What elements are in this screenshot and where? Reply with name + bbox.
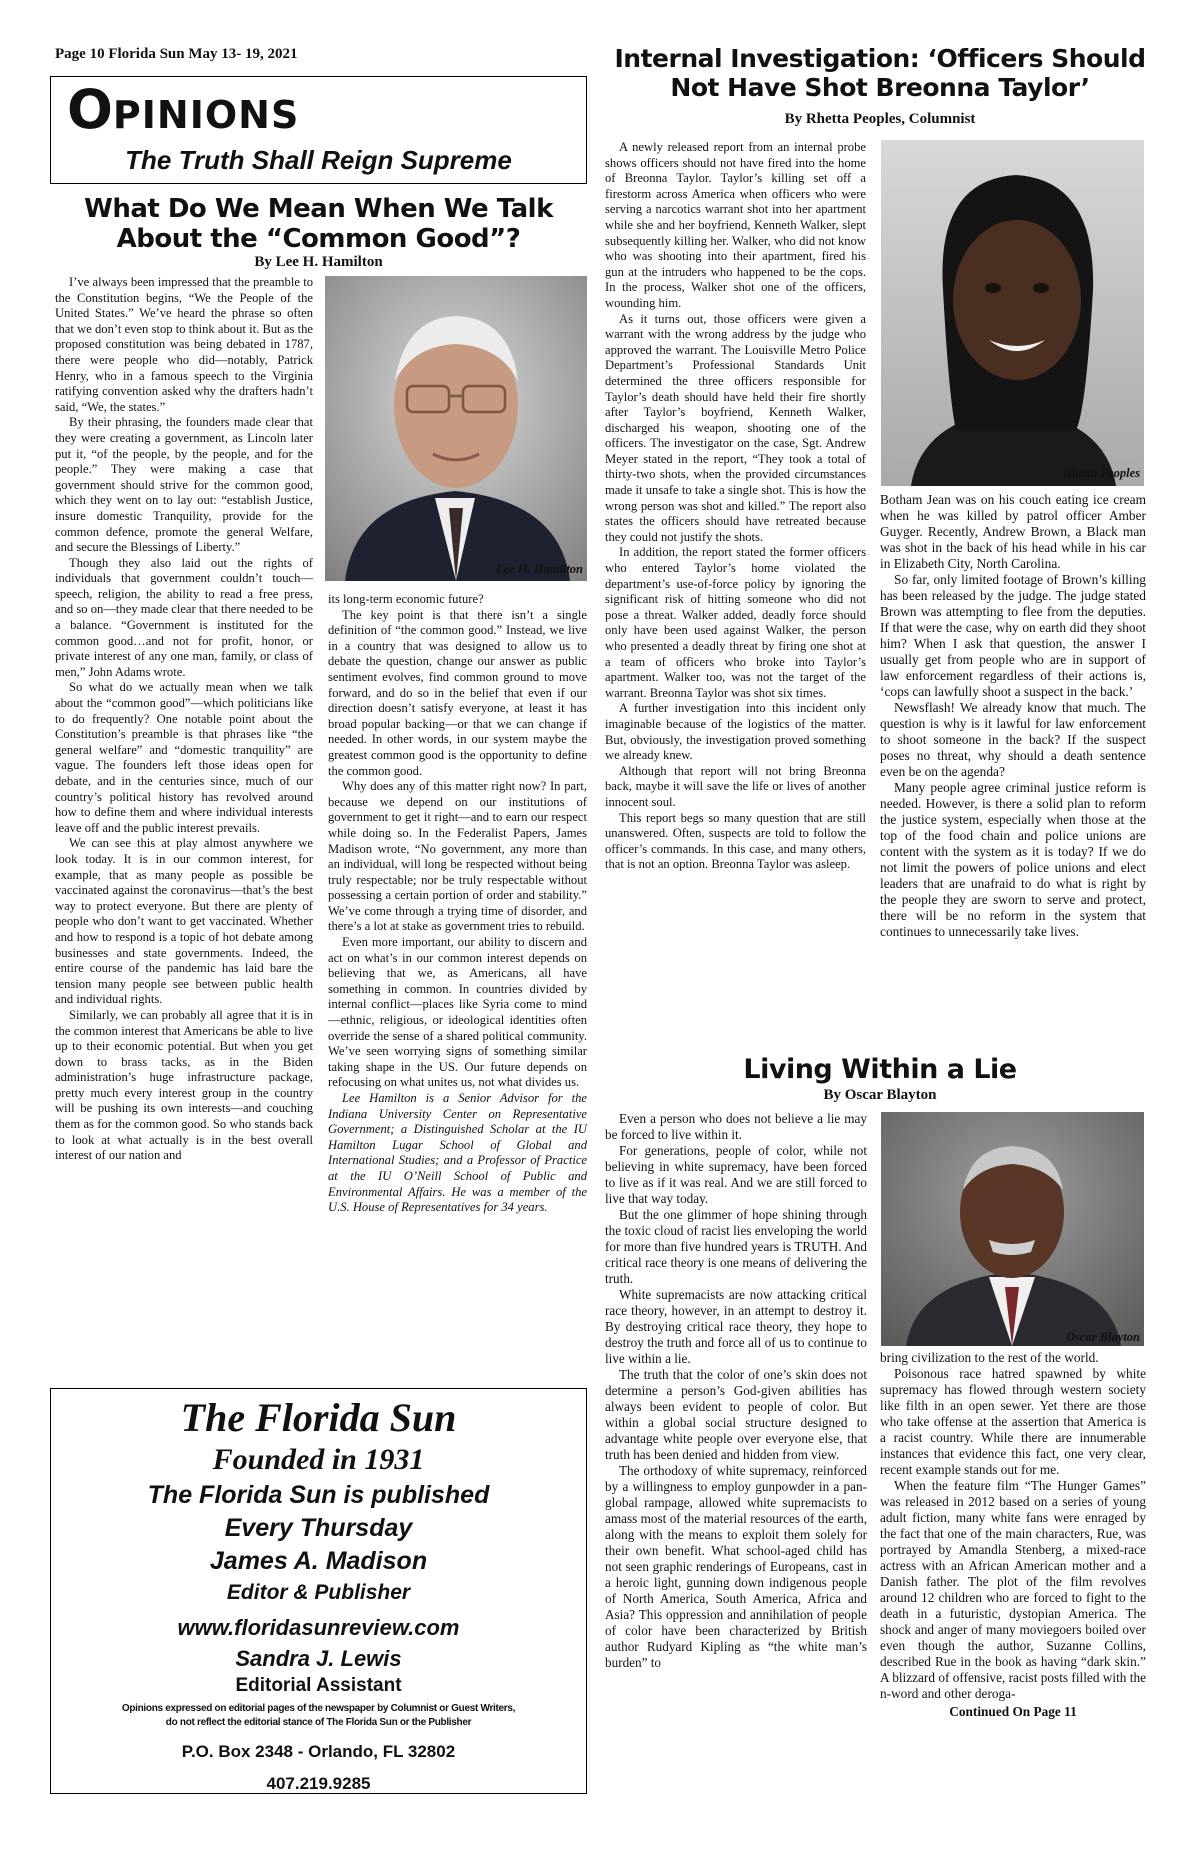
mailing-address: P.O. Box 2348 - Orlando, FL 32802 — [181, 1742, 456, 1761]
paragraph: The key point is that there isn’t a single definition of “the common good.” Instead, we live in a country that was designed to allow us to debate the question, change our answer as public sentiment evolves, find common ground to move forward, and do so in the belief that even if our direction doesn’t satisfy everyone, at least it has broad popular backing—or that we can change if needed. In other words, in our system maybe the greatest common good is the opportunity to define the common good. — [328, 607, 587, 778]
hamilton-byline: By Lee H. Hamilton — [254, 254, 383, 270]
paragraph: So far, only limited footage of Brown’s killing has been released by the judge. The judge stated Brown was attempting to flee from the deputies. If that were the case, why on earth did they shoot him? When I ask that question, the answer I usually get from people who are in support of law enforcement regardless of their actions is, ‘cops can lawfully shoot a suspect in the back.’ — [880, 572, 1146, 699]
hamilton-photo-caption: Lee H. Hamilton — [495, 562, 583, 576]
peoples-headline — [610, 44, 1150, 102]
paragraph: Botham Jean was on his couch eating ice cream when he was killed by patrol officer Amber Guyger. Recently, Andrew Brown, a Black man was shot in the back of his head while in his car in Elizabeth City, North Carolina. — [880, 492, 1146, 571]
peoples-column-1 — [605, 140, 866, 873]
peoples-headline-line2: Not Have Shot Breonna Taylor’ — [670, 73, 1090, 102]
paragraph: The truth that the color of one’s skin does not determine a person’s God-given abilities has always been evident to people of color. But within a global social structure designed to advantage white people over everyone else, that truth has been denied and hidden from view. — [605, 1367, 867, 1462]
paragraph: We can see this at play almost anywhere we look today. It is in our common interest, for example, that as many people as possible be vaccinated against the coronavirus—that’s the best way to protect everyone. But there are plenty of people who don’t want to get vaccinated. Whether and how to respond is a topic of hot debate among businesses and state governments. Indeed, the entire course of the pandemic has laid bare the tension many people see between public health and individual rights. — [55, 836, 313, 1007]
founded-line: Founded in 1931 — [212, 1443, 425, 1476]
paragraph: In addition, the report stated the former officers who entered Taylor’s home violated the department’s use-of-force policy by ignoring the significant risk of hitting someone who did not pose a threat. Walker added, deadly force should only have been used against Walker, the person who presented a deadly threat by firing one shot at a team of officers who broke into Taylor’s apartment. Walker too, was not the target of the warrant. Breonna Taylor was shot six times. — [605, 545, 866, 700]
paragraph: bring civilization to the rest of the world. — [880, 1350, 1099, 1365]
paragraph: Even a person who does not believe a lie may be forced to live within it. — [605, 1111, 867, 1142]
continued-notice: Continued On Page 11 — [949, 1704, 1077, 1719]
paragraph: I’ve always been impressed that the preamble to the Constitution begins, “We the People of the United States.” We’ve heard the phrase so often that we don’t even stop to think about it. But as the proposed constitution was being debated in 1787, there were people who did—notably, Patrick Henry, who in a famous speech to the Virginia ratifying convention asked why the drafters hadn’t said, “We, the states.” — [55, 275, 313, 414]
section-header-box — [50, 76, 587, 184]
hamilton-photo — [325, 276, 587, 581]
blayton-photo-caption: Oscar Blayton — [1066, 1330, 1140, 1344]
paragraph: The orthodoxy of white supremacy, reinforced by a willingness to employ gunpowder in a pan-global rampage, allowed white supremacists to amass most of the material resources of the earth, along with the means to exploit them solely for their own benefit. What school-aged child has not seen graphic renderings of Europeans, cast in a heroic light, gunning down indigenous people of North America, South America, Africa and Asia? This oppression and annihilation of people of color have been characterized by British author Rudyard Kipling as “the white man’s burden” to — [605, 1463, 867, 1670]
paragraph: As it turns out, those officers were given a warrant with the wrong address by the judge who approved the warrant. The Louisville Metro Police Department’s Professional Standards Unit determined the three officers responsible for Taylor’s death should have held their fire shortly after Taylor’s boyfriend, Kenneth Walker, discharged his weapon, shooting one of the officers. The investigator on the case, Sgt. Andrew Meyer stated in the report, “They took a total of thirty-two shots, when the provided circumstances made it unsafe to take a single shot. This is how the wrong person was shot and killed.” The report also states the officers should have retreated because they could not justify the shots. — [605, 311, 866, 544]
blayton-column-2 — [880, 1350, 1146, 1720]
paragraph: So what do we actually mean when we talk about the “common good”—which politicians like to do frequently? One notable point about the Constitution’s preamble is that phrases like “the general welfare” and “domestic tranquility” are vague. The founders left those ideas open for debate, and in the centuries since, much of our country’s political history has revolved around how to define them and where individual interests leave off and the public interest prevails. — [55, 680, 313, 835]
disclaimer-line-2: do not reflect the editorial stance of The Florida Sun or the Publisher — [165, 1717, 472, 1728]
section-tagline: The Truth Shall Reign Supreme — [125, 145, 512, 175]
paragraph: Though they also laid out the rights of individuals that government couldn’t touch—speech, religion, the ability to read a free press, and so on—they made clear that there needed to be a balance. “Government is instituted for the common good…and not for profit, honor, or private interest of any one man, family, or class of men,” John Adams wrote. — [55, 555, 313, 679]
editor-name: James A. Madison — [209, 1547, 428, 1575]
blayton-byline: By Oscar Blayton — [823, 1087, 937, 1103]
section-title-rest: PINIONS — [112, 93, 300, 137]
peoples-byline: By Rhetta Peoples, Columnist — [784, 111, 976, 127]
blayton-photo — [881, 1112, 1144, 1346]
paragraph: Similarly, we can probably all agree that it is in the common interest that Americans be able to live up to their economic potential. But when you get down to brass tacks, as in the Biden administration’s huge infrastructure package, pretty much every interest group in the country will be pushing its own interests—and couching them as for the common good. So who stands back to look at what actually is in the best overall interest of our nation and — [55, 1007, 313, 1163]
peoples-headline-line1: Internal Investigation: ‘Officers Should — [614, 44, 1146, 73]
hamilton-bio: Lee Hamilton is a Senior Advisor for the Indiana University Center on Representative Government; a Distinguished Scholar at the IU Hamilton Lugar School of Global and International Studies; and a Professor of Practice at the IU O’Neill School of Public and Environmental Affairs. He was a member of the U.S. House of Representatives for 34 years. — [328, 1091, 587, 1215]
website-link[interactable]: www.floridasunreview.com — [177, 1615, 460, 1640]
paragraph: But the one glimmer of hope shining through the toxic cloud of racist lies enveloping the world for more than five hundred years is TRUTH. And critical race theory is one means of delivering the truth. — [605, 1207, 867, 1286]
phone-number: 407.219.9285 — [266, 1774, 371, 1793]
peoples-photo — [881, 140, 1144, 486]
paragraph: White supremacists are now attacking critical race theory, however, in an attempt to destroy it. By destroying critical race theory, they hope to destroy the truth and force all of us to continue to live within a lie. — [605, 1287, 867, 1366]
peoples-column-2 — [880, 492, 1146, 940]
hamilton-portrait-image — [325, 276, 587, 581]
paragraph: its long-term economic future? — [328, 592, 484, 606]
paragraph: Poisonous race hatred spawned by white supremacy has flowed through western society like filth in an open sewer. Yet there are those who take offense at the assertion that America is a racist country. While there are innumerable instances that evidence this fact, one very clear, recent example stands out for me. — [880, 1366, 1146, 1477]
section-title-initial: O — [67, 78, 113, 141]
paragraph: Why does any of this matter right now? In part, because we depend on our institutions of government to get it right—and to earn our respect while doing so. In the Federalist Papers, James Madison wrote, “No government, any more than an individual, will long be respected without being truly respectable; nor be truly respectable without possessing a certain portion of order and stability.” We’ve come through a trying time of disorder, and there’s a lot at stake as government tries to rebuild. — [328, 779, 587, 934]
hamilton-headline-line1: What Do We Mean When We Talk — [84, 194, 553, 224]
assistant-name: Sandra J. Lewis — [235, 1646, 402, 1671]
paper-name: The Florida Sun — [180, 1395, 457, 1440]
peoples-portrait-image — [881, 140, 1144, 486]
disclaimer-line-1: Opinions expressed on editorial pages of the newspaper by Columnist or Guest Writers, — [121, 1703, 516, 1714]
paragraph: Although that report will not bring Breonna back, maybe it will save the life or lives of another innocent soul. — [605, 763, 866, 809]
page-folio: Page 10 Florida Sun May 13- 19, 2021 — [55, 46, 298, 62]
paragraph: Newsflash! We already know that much. The question is why is it lawful for law enforcement to shoot someone in the back? If the suspect poses no threat, why should a death sentence even be on the agenda? — [880, 700, 1146, 779]
blayton-headline: Living Within a Lie — [743, 1054, 1017, 1085]
masthead-box — [50, 1388, 587, 1794]
hamilton-headline — [50, 194, 587, 254]
paragraph: This report begs so many question that are still unanswered. Often, suspects are told to follow the officer’s commands. In this case, and many others, that is not an option. Breonna Taylor was asleep. — [605, 810, 866, 872]
published-line-2: Every Thursday — [224, 1514, 413, 1542]
paragraph: Even more important, our ability to discern and act on what’s in our common interest depends on believing that we, as Americans, all have something in common. In countries divided by internal conflict—places like Syria come to mind—ethnic, religious, or ideological identities often override the sense of a shared political community. We’ve seen worrying signs of something similar taking shape in the US. Our future depends on refocusing on what unites us, not what divides us. — [328, 935, 587, 1090]
hamilton-headline-line2: About the “Common Good”? — [116, 224, 521, 254]
section-title — [67, 78, 300, 141]
paragraph: When the feature film “The Hunger Games” was released in 2012 based on a series of young adult fiction, many white fans were enraged by the fact that one of the main characters, Rue, was portrayed by Amandla Stenberg, a mixed-race actress with an African American mother and a Danish father. The plot of the film revolves around 12 children who are forced to fight to the death in a futuristic, dystopian America. The shock and anger of many moviegoers boiled over even though the author, Suzanne Collins, described Rue in the book as having “dark skin.” A blizzard of offensive, racist posts filled with the n-word and other deroga- — [880, 1478, 1146, 1701]
paragraph: Many people agree criminal justice reform is needed. However, is there a solid plan to reform the justice system, especially when those at the top of the food chain and police unions are content with the system as it is today? If we do not limit the powers of police unions and elect leaders that are unafraid to do what is right by the people they are sworn to serve and protect, there will be no reform in the system that continues to unnecessarily take lives. — [880, 780, 1146, 939]
paragraph: A newly released report from an internal probe shows officers should not have fired into the home of Breonna Taylor. Taylor’s killing set off a firestorm across America when officers who were serving a narcotics warrant shot into her apartment while she and her boyfriend, Kenneth Walker, slept subsequently killing her. Walker, who did not know who was shooting into their apartment, fired his gun at the intruders who happened to be the cops. In the process, Walker shot one of the officers, wounding him. — [605, 140, 866, 310]
hamilton-column-1 — [55, 275, 313, 1164]
blayton-column-1 — [605, 1111, 867, 1671]
paragraph: A further investigation into this incident only imaginable because of the logistics of the matter. But, obviously, the investigation proved something we already knew. — [605, 701, 866, 763]
peoples-photo-caption: Rhetta Peoples — [1063, 466, 1140, 480]
published-line-1: The Florida Sun is published — [147, 1481, 490, 1509]
blayton-portrait-image — [881, 1112, 1144, 1346]
paragraph: For generations, people of color, while not believing in white supremacy, have been forced to live as if it was real. And we are still forced to live that way today. — [605, 1143, 867, 1206]
editor-title: Editor & Publisher — [226, 1581, 411, 1604]
assistant-title: Editorial Assistant — [235, 1675, 402, 1696]
paragraph: By their phrasing, the founders made clear that they were creating a government, as Lincoln later put it, “of the people, by the people, and for the people.” They were making a case that government should strive for the common good, which they went on to lay out: “establish Justice, insure domestic Tranquility, provide for the common defence, promote the general Welfare, and secure the Blessings of Liberty.” — [55, 415, 313, 555]
hamilton-column-2 — [328, 592, 587, 1216]
